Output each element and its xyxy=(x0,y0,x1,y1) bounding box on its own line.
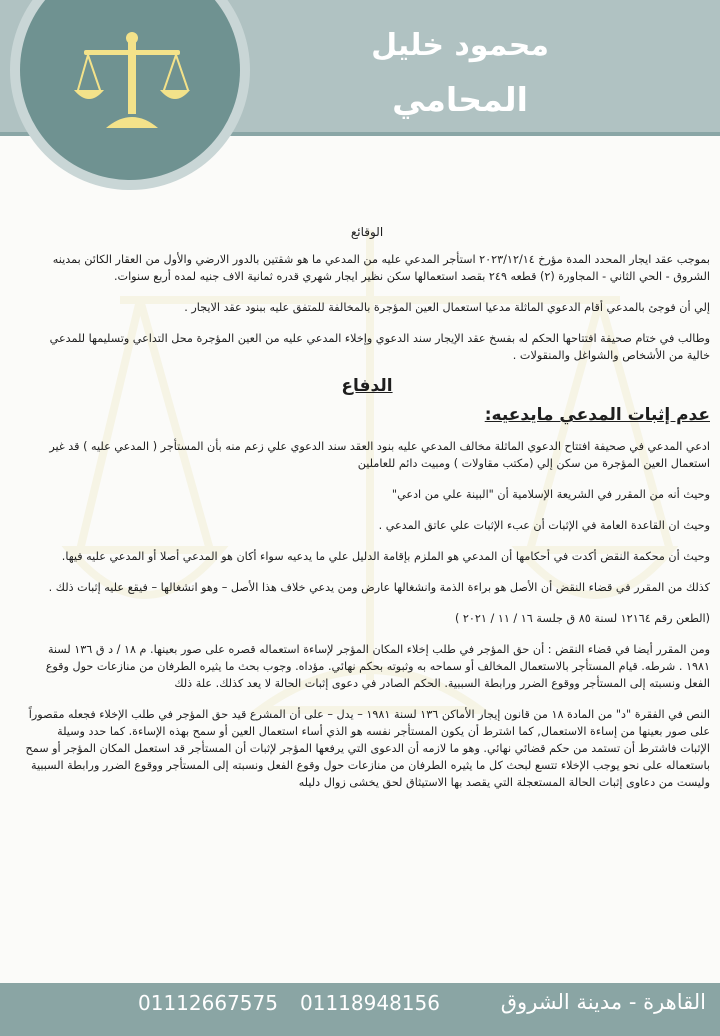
case-citation: (الطعن رقم ١٢١٦٤ لسنة ٨٥ ق جلسة ١٦ / ١١ / ٢٠٢١ ) xyxy=(454,612,710,625)
defense-paragraph: وحيث ان القاعدة العامة في الإثبات أن عبء الإثبات علي عاتق المدعي . xyxy=(378,519,710,532)
lawyer-title: المحامي xyxy=(392,80,528,119)
facts-heading: الوقائع xyxy=(350,225,384,239)
defense-paragraph: وحيث أنه من المقرر في الشريعة الإسلامية أن "البينة علي من ادعي" xyxy=(391,488,710,501)
defense-paragraph: ومن المقرر أيضا في قضاء النقض : أن حق المؤجر في طلب إخلاء المكان المؤجر لإساءة استعماله قصره على صور بعينها. م ١٨ / د ق ١٣٦ لسنة ١٩٨١ . شرطه. قيام المستأجر بالاستعمال المخالف أو سماحه به وثبوته بحكم نهائي. مؤداه. وجوب بحث ما يثيره الطرفان من منازعات حول وقوع الفعل ونسبته إلى المستأجر ووقوع الضرر ورابطة السببية. الحكم الصادر في دعوى إثبات الحالة لا يعد كذلك. علة ذلك xyxy=(45,643,710,690)
phone-number: 01112667575 xyxy=(138,991,278,1015)
document-body xyxy=(24,224,710,805)
phone-number: 01118948156 xyxy=(300,991,440,1015)
defense-paragraph: النص في الفقرة "د" من المادة ١٨ من قانون إيجار الأماكن ١٣٦ لسنة ١٩٨١ – يدل – على أن المشرع قيد حق المؤجر في طلب الإخلاء فجعله مقصوراً على صور بعينها من إساءة الاستعمال, كما اشترط أن يكون المستأجر نفسه هو الذي أساء استعمال العين أو سمح بهذه الإساءة. كما حدد وسيلة الإثبات فاشترط أن تستمد من حكم قضائي نهائي. وهو ما لازمه أن الدعوى التي يرفعها المؤجر لإثبات أن المستأجر قد استعمل المكان المؤجر أو سمح باستعماله على نحو يوجب الإخلاء تتسع لبحث كل ما يثيره الطرفان من منازعات حول وقوع الفعل ونسبته إلى المستأجر ووقوع الضرر ورابطة السببية وليست من دعاوى إثبات الحالة المستعجلة التي يقصد بها الاستيثاق لحق يخشى زوال دليله xyxy=(25,708,710,789)
defense-paragraph: ادعي المدعي في صحيفة افتتاح الدعوي الماثلة مخالف المدعي عليه بنود العقد سند الدعوي علي زعم منه بأن المستأجر ( المدعي عليه ) قد غير استعمال العين المؤجرة من سكن إلي (مكتب مقاولات ) ومبيت دائم للعاملين xyxy=(49,440,710,470)
facts-paragraph: إلي أن فوجئ بالمدعي أقام الدعوي الماثلة مدعيا استعمال العين المؤجرة بالمخالفة للمتفق عليه ببنود عقد الايجار . xyxy=(184,301,710,314)
scales-of-justice-icon xyxy=(72,28,192,138)
facts-paragraph: وطالب في ختام صحيفة افتتاحها الحكم له بفسخ عقد الإيجار سند الدعوي وإخلاء المدعي عليه من العين المؤجرة محل التداعي وتسليمها للمدعي خالية من الأشخاص والشواغل والمنقولات . xyxy=(49,332,710,362)
facts-paragraph: بموجب عقد ايجار المحدد المدة مؤرخ ٢٠٢٣/١٢/١٤ استأجر المدعي عليه من المدعي ما هو شقتين بالدور الارضي والأول من العقار الكائن بمدينه الشروق - الحي الثاني - المجاورة (٢) قطعه ٢٤٩ بقصد استعمالها سكن نظير ايجار شهري قدره ثمانية الاف جنيه لمده أربع سنوات. xyxy=(52,253,710,283)
lawyer-name: محمود خليل xyxy=(371,28,549,63)
defense-paragraph: كذلك من المقرر في قضاء النقض أن الأصل هو براءة الذمة وانشغالها عارض ومن يدعي خلاف هذا الأصل – وهو انشغالها – فيقع عليه إثبات ذلك . xyxy=(48,581,710,594)
defense-title: الدفاع xyxy=(341,376,393,396)
office-address: القاهرة - مدينة الشروق xyxy=(500,990,706,1014)
defense-paragraph: وحيث أن محكمة النقض أكدت في أحكامها أن المدعي هو الملزم بإقامة الدليل علي ما يدعيه سواء أكان هو المدعي أصلا أو المدعي عليه فيها. xyxy=(61,550,710,563)
defense-subheading: عدم إثبات المدعي مايدعيه: xyxy=(484,405,710,425)
